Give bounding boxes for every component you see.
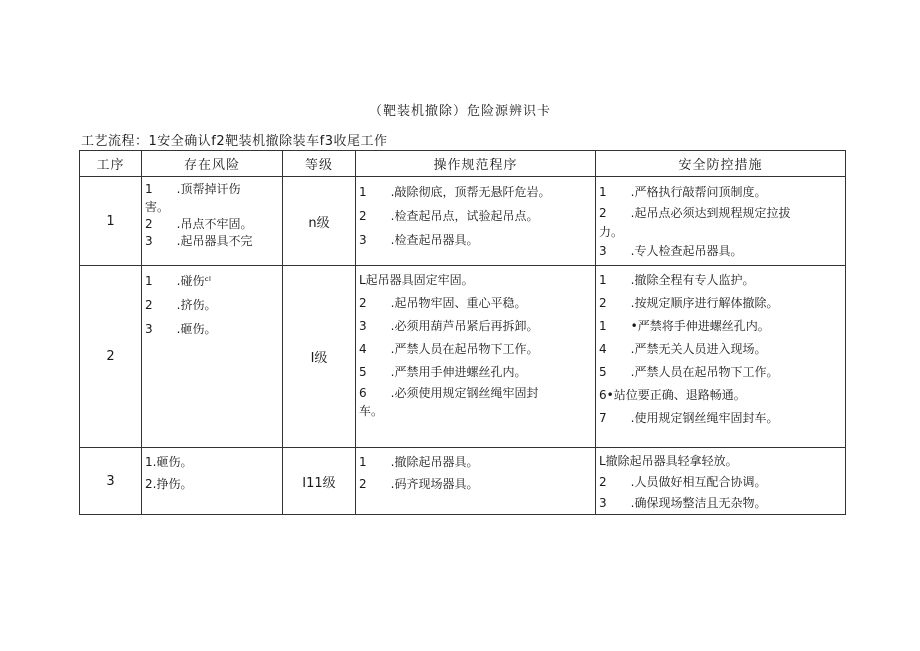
card-title: （靶装机撤除）危险源辨识卡 [368,104,551,119]
risk-cell [142,448,283,515]
measures-cell [596,177,846,266]
list-item: 1 .严格执行敲帮问顶制度。 [599,185,767,199]
table-row [80,448,846,515]
process-flow: 工艺流程：1安全确认f2靶装机撤除装车f3收尾工作 [81,134,388,149]
list-item: 2 .挤伤。 [145,298,217,312]
list-item: 4 .严禁人员在起吊物下工作。 [359,342,539,356]
list-item: 7 .使用规定钢丝绳牢固封车。 [599,411,779,425]
list-item: 4 .严禁无关人员进入现场。 [599,342,767,356]
step-cell: 2 [80,266,142,448]
header-procedure: 操作规范程序 [356,151,596,177]
header-level: 等级 [283,151,356,177]
list-item: 2.挣伤。 [145,477,193,491]
level-cell: n级 [283,177,356,266]
list-item: 2 .吊点不牢固。 [145,217,253,231]
step-cell: 3 [80,448,142,515]
table-row [80,177,846,266]
list-item: 3 .必须用葫芦吊紧后再拆卸。 [359,319,539,333]
list-item: 3 .砸伤。 [145,322,217,336]
list-item: 1 .敲除彻底，顶帮无悬阡危岩。 [359,185,551,199]
list-item: 2 .码齐现场器具。 [359,477,479,491]
step-cell: 1 [80,177,142,266]
list-item: 6•站位要正确、退路畅通。 [599,388,746,402]
list-item: 1 •严禁将手伸进螺丝孔内。 [599,319,770,333]
list-item: 3 .起吊器具不完 [145,234,253,248]
list-item: 6 .必须使用规定钢丝绳牢固封 车。 [359,386,539,418]
list-item: 3 .检查起吊器具。 [359,233,479,247]
header-measures: 安全防控措施 [596,151,846,177]
list-item: 3 .确保现场整洁且无杂物。 [599,496,767,510]
list-item: 5 .严禁用手伸进螺丝孔内。 [359,365,527,379]
risk-cell [142,177,283,266]
header-risk: 存在风险 [142,151,283,177]
list-item: 2 .起吊物牢固、重心平稳。 [359,296,527,310]
list-item: 2 .按规定顺序进行解体撤除。 [599,296,779,310]
table-row [80,266,846,448]
header-row [80,151,846,177]
list-item: L撤除起吊器具轻拿轻放。 [599,454,738,468]
risk-cell [142,266,283,448]
header-step: 工序 [80,151,142,177]
measures-cell [596,266,846,448]
measures-cell [596,448,846,515]
list-item: 2 .检查起吊点，试验起吊点。 [359,209,539,223]
hazard-table [79,150,846,515]
level-cell: I11级 [283,448,356,515]
list-item: 1.砸伤。 [145,455,193,469]
procedure-cell [356,177,596,266]
list-item: 2 .人员做好相互配合协调。 [599,475,767,489]
level-cell: I级 [283,266,356,448]
procedure-cell [356,448,596,515]
list-item: 3 .专人检查起吊器具。 [599,244,743,258]
list-item: 2 .起吊点必须达到规程规定拉拔 力。 [599,206,791,239]
list-item: 1 .撤除全程有专人监护。 [599,273,755,287]
list-item: 1 .碰伤ᶜˡ [145,274,211,288]
list-item: L起吊器具固定牢固。 [359,273,474,287]
list-item: 5 .严禁人员在起吊物下工作。 [599,365,779,379]
list-item: 1 .撤除起吊器具。 [359,455,479,469]
list-item: 1 .顶帮掉讦伤 害。 [145,182,241,214]
procedure-cell [356,266,596,448]
